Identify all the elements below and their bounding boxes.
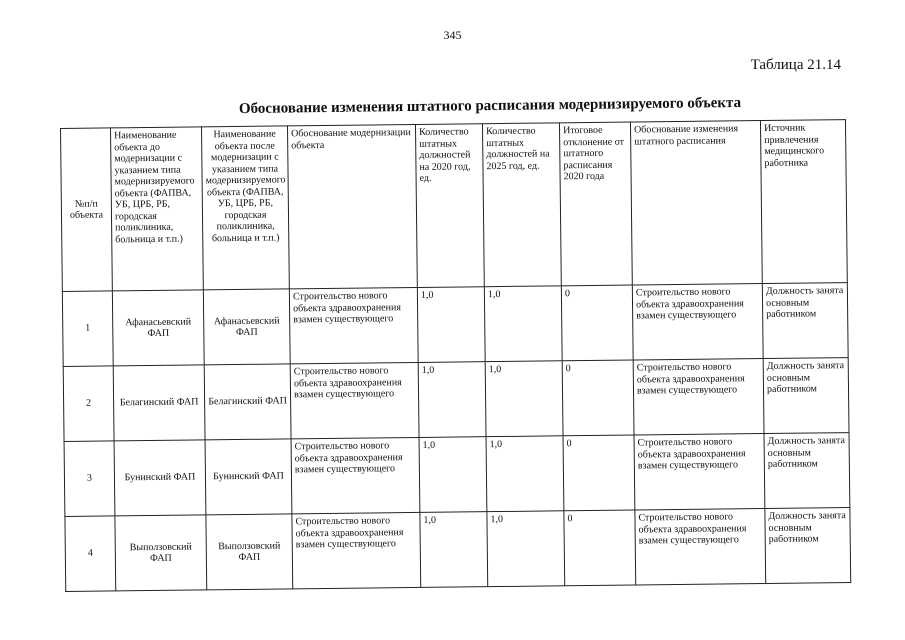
cell-name-after: Белагинский ФАП [204,364,291,440]
cell-staff-2025: 1,0 [484,286,562,362]
cell-staff-2020: 1,0 [418,362,486,438]
table-row [65,508,851,592]
staffing-table-wrapper [60,119,851,592]
cell-staff-2020: 1,0 [420,512,488,588]
cell-deviation: 0 [562,360,634,436]
cell-change-reason: Строительство нового объекта здравоохранения взамен существующего [635,509,766,585]
table-header-row [61,120,848,292]
column-header-name-before: Наименование объекта до модернизации с указанием типа модернизируемого объекта (ФАПВА, УБ, ЦРБ, РБ, городская поликлиника, больница и т.п.) [111,127,204,291]
document-title: Обоснование изменения штатного расписания модернизируемого объекта [238,94,742,118]
cell-source: Должность занята основным работником [765,508,851,584]
column-header-name-after: Наименование объекта после модернизации с указанием типа модернизируемого объекта (ФАПВА, УБ, ЦРБ, РБ, городская поликлиника, больница и т.п.) [201,126,289,290]
cell-modernization-reason: Строительство нового объекта здравоохранения взамен существующего [292,512,421,588]
cell-name-before: Афанасьевский ФАП [112,290,204,366]
cell-staff-2020: 1,0 [419,437,487,513]
cell-staff-2025: 1,0 [486,436,564,512]
cell-change-reason: Строительство нового объекта здравоохранения взамен существующего [634,434,765,510]
cell-change-reason: Строительство нового объекта здравоохранения взамен существующего [633,359,764,435]
cell-name-before: Выползовский ФАП [115,515,207,591]
column-header-staff-2020: Количество штатных должностей на 2020 год, ед. [415,124,484,288]
cell-deviation: 0 [563,435,635,511]
cell-source: Должность занята основным работником [763,358,849,434]
column-header-source: Источник привлечения медицинского работника [760,120,847,284]
column-header-deviation: Итоговое отклонение от штатного расписания 2020 года [559,122,632,286]
cell-staff-2020: 1,0 [417,287,485,363]
table-row [62,283,848,367]
cell-modernization-reason: Строительство нового объекта здравоохранения взамен существующего [291,437,420,513]
cell-name-after: Афанасьевский ФАП [203,289,290,365]
cell-modernization-reason: Строительство нового объекта здравоохранения взамен существующего [289,287,418,363]
staffing-table [60,119,851,592]
cell-staff-2025: 1,0 [485,361,563,437]
page-number: 345 [443,28,462,42]
cell-modernization-reason: Строительство нового объекта здравоохранения взамен существующего [290,362,419,438]
column-header-modernization-reason: Обоснование модернизации объекта [287,124,417,288]
column-header-staff-2025: Количество штатных должностей на 2025 год, ед. [482,123,561,287]
cell-name-after: Бунинский ФАП [205,439,292,515]
column-header-change-reason: Обоснование изменения штатного расписания [630,121,762,285]
column-header-number: №п/п объекта [61,128,113,292]
cell-deviation: 0 [564,510,636,586]
cell-number: 2 [63,366,114,442]
cell-source: Должность занята основным работником [762,283,848,359]
cell-number: 3 [64,441,115,517]
table-caption: Таблица 21.14 [750,57,841,73]
cell-deviation: 0 [561,285,633,361]
table-row [63,358,849,442]
cell-change-reason: Строительство нового объекта здравоохранения взамен существующего [632,284,763,360]
cell-source: Должность занята основным работником [764,433,850,509]
cell-number: 4 [65,516,116,592]
cell-number: 1 [62,291,113,367]
cell-name-before: Белагинский ФАП [113,365,205,441]
table-row [64,433,850,517]
cell-name-after: Выползовский ФАП [206,514,293,590]
cell-name-before: Бунинский ФАП [114,440,206,516]
cell-staff-2025: 1,0 [487,511,565,587]
